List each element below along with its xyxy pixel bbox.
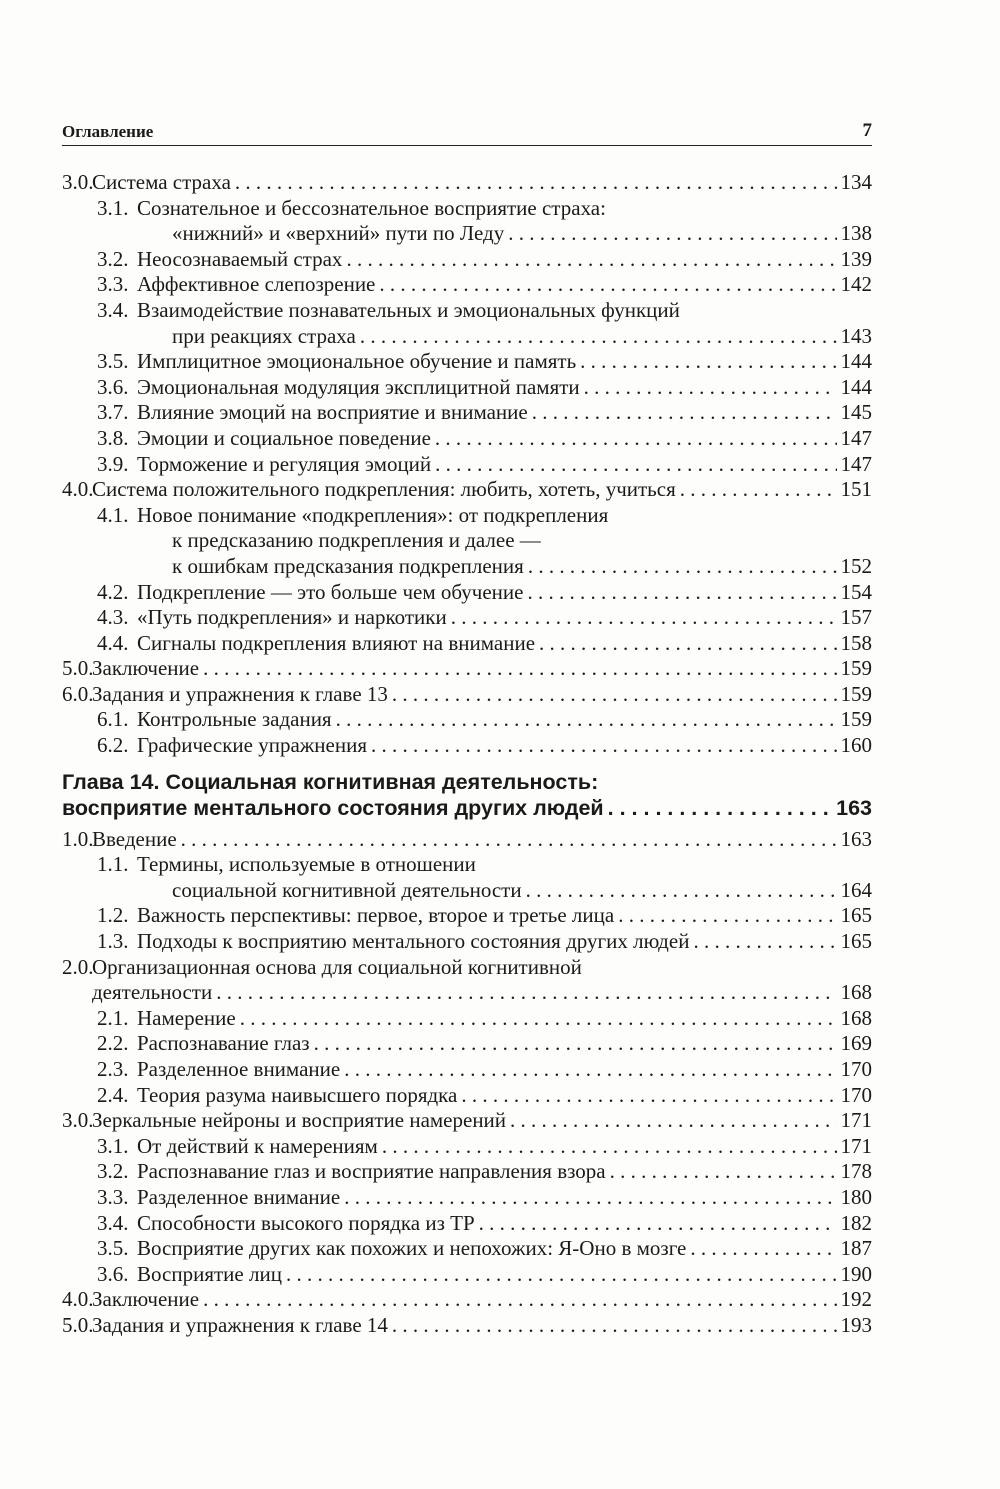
toc-entry-title: Заключение	[92, 1287, 200, 1312]
toc-entry-number: 3.3.	[97, 272, 129, 297]
toc-entry-page: 165	[840, 929, 872, 954]
chapter-title-line: Глава 14. Социальная когнитивная деятельность:	[62, 769, 599, 794]
dot-leader	[382, 1134, 837, 1160]
toc-entry-page: 151	[840, 477, 872, 502]
toc-entry-title: Зеркальные нейроны и восприятие намерений	[92, 1108, 507, 1133]
toc-entry[interactable]	[62, 503, 872, 580]
dot-leader	[392, 1313, 837, 1339]
toc-entry[interactable]	[62, 1159, 872, 1185]
toc-entry[interactable]	[62, 298, 872, 349]
toc-entry-title: Организационная основа для социальной когнитивной	[92, 954, 582, 979]
toc-entry-page: 171	[840, 1133, 872, 1158]
toc-entry-page: 187	[840, 1236, 872, 1261]
toc-entry-title: Задания и упражнения к главе 13	[92, 681, 388, 706]
chapter-heading-line-2	[62, 795, 872, 821]
toc-entry-line	[62, 1287, 872, 1313]
toc-entry-number: 4.0.	[62, 477, 94, 502]
toc-entry-title: Неосознаваемый страх	[137, 246, 343, 271]
toc-entry-number: 5.0.	[62, 656, 94, 681]
toc-entry-line	[62, 827, 872, 853]
toc-entry-number: 3.0.	[62, 1108, 94, 1133]
dot-leader	[584, 375, 837, 401]
toc-entry-line	[172, 878, 872, 904]
toc-entry-line	[172, 554, 872, 580]
toc-entry-line	[97, 1236, 872, 1262]
toc-entry-title: Намерение	[137, 1005, 236, 1030]
toc-entry-title: к ошибкам предсказания подкрепления	[172, 553, 524, 578]
toc-entry[interactable]	[62, 1083, 872, 1109]
chapter-page-number: 163	[836, 795, 872, 820]
toc-entry-line	[97, 452, 872, 478]
toc-entry-page: 160	[840, 733, 872, 758]
dot-leader	[371, 733, 837, 759]
toc-entry[interactable]	[62, 400, 872, 426]
toc-entry-title: Термины, используемые в отношении	[137, 852, 476, 877]
toc-entry[interactable]	[62, 1134, 872, 1160]
toc-section-chapter-13	[62, 170, 872, 759]
toc-entry-title: Теория разума наивысшего порядка	[137, 1082, 458, 1107]
toc-entry-title: к предсказанию подкрепления и далее —	[172, 528, 541, 553]
dot-leader	[580, 349, 836, 375]
toc-entry[interactable]	[62, 170, 872, 196]
toc-entry-number: 4.0.	[62, 1287, 94, 1312]
dot-leader	[360, 324, 837, 350]
dot-leader	[379, 272, 836, 298]
toc-entry-line	[97, 1262, 872, 1288]
toc-entry-number: 3.5.	[97, 349, 129, 374]
toc-entry-page: 143	[840, 323, 872, 348]
dot-leader	[235, 170, 837, 196]
toc-entry[interactable]	[62, 955, 872, 1006]
toc-entry-title: Контрольные задания	[137, 707, 332, 732]
toc-entry-line	[97, 400, 872, 426]
toc-entry-title: «Путь подкрепления» и наркотики	[137, 605, 447, 630]
toc-entry[interactable]	[62, 349, 872, 375]
toc-entry-page: 170	[840, 1057, 872, 1081]
toc-entry-title: Подходы к восприятию ментального состояния других людей	[137, 929, 690, 954]
toc-entry-page: 147	[840, 425, 872, 450]
toc-entry-number: 4.3.	[97, 605, 129, 630]
toc-entry-number: 3.1.	[97, 195, 129, 220]
dot-leader	[680, 477, 837, 503]
toc-entry-line	[97, 1057, 872, 1083]
toc-entry-page: 142	[840, 272, 872, 297]
toc-entry-line	[97, 1006, 872, 1032]
toc-entry-page: 193	[840, 1312, 872, 1337]
toc-entry-page: 157	[840, 605, 872, 630]
dot-leader	[435, 452, 836, 478]
toc-entry-number: 1.0.	[62, 826, 94, 851]
toc-entry-number: 3.4.	[97, 297, 129, 322]
toc-entry[interactable]	[62, 1006, 872, 1032]
toc-entry-number: 6.2.	[97, 733, 129, 758]
page-number: 7	[862, 120, 872, 141]
toc-entry-page: 152	[840, 553, 872, 578]
dot-leader	[608, 795, 832, 821]
toc-entry[interactable]	[62, 903, 872, 929]
toc-entry-number: 4.1.	[97, 502, 129, 527]
toc-entry-title: Сознательное и бессознательное восприятие страха:	[137, 195, 606, 220]
dot-leader	[314, 1031, 837, 1057]
toc-entry-title: Важность перспективы: первое, второе и третье лица	[137, 903, 615, 928]
toc-entry-number: 2.0.	[62, 954, 94, 979]
toc-entry-line	[62, 682, 872, 708]
toc-entry-title: Сигналы подкрепления влияют на внимание	[137, 630, 536, 655]
toc-entry-line	[62, 955, 872, 981]
toc-entry-number: 2.3.	[97, 1057, 129, 1081]
toc-entry-page: 138	[840, 221, 872, 246]
toc-entry-number: 3.9.	[97, 451, 129, 476]
dot-leader	[527, 580, 836, 606]
dot-leader	[216, 980, 836, 1006]
dot-leader	[508, 221, 836, 247]
toc-entry-number: 3.3.	[97, 1184, 129, 1209]
toc-entry-line	[172, 221, 872, 247]
toc-entry-line	[97, 503, 872, 529]
toc-entry-number: 1.2.	[97, 903, 129, 928]
toc-entry-title: Распознавание глаз	[137, 1031, 310, 1056]
toc-entry-line	[97, 349, 872, 375]
toc-entry-line	[97, 631, 872, 657]
dot-leader	[435, 426, 837, 452]
toc-entry-title: Имплицитное эмоциональное обучение и память	[137, 349, 577, 374]
toc-entry-title: деятельности	[92, 980, 213, 1005]
toc-entry[interactable]	[62, 272, 872, 298]
toc-entry[interactable]	[62, 631, 872, 657]
dot-leader	[510, 1108, 836, 1134]
chapter-heading[interactable]	[62, 769, 872, 821]
toc-entry-number: 3.2.	[97, 246, 129, 271]
toc-entry-line	[97, 1083, 872, 1109]
toc-entry-page: 147	[840, 451, 872, 476]
toc-entry-title: Новое понимание «подкрепления»: от подкрепления	[137, 502, 609, 527]
toc-entry-line	[62, 656, 872, 682]
toc-entry-line	[97, 1134, 872, 1160]
toc-entry-title: От действий к намерениям	[137, 1133, 378, 1158]
toc-entry-page: 159	[840, 681, 872, 706]
toc-entry-page: 144	[840, 374, 872, 399]
toc-entry[interactable]	[62, 1185, 872, 1211]
dot-leader	[203, 656, 836, 682]
toc-entry[interactable]	[62, 247, 872, 273]
dot-leader	[693, 929, 836, 955]
toc-entry-number: 3.6.	[97, 1261, 129, 1286]
toc-entry-page: 170	[840, 1082, 872, 1107]
toc-entry-line	[97, 580, 872, 606]
toc-entry-title: социальной когнитивной деятельности	[172, 877, 522, 902]
running-head-title: Оглавление	[62, 122, 154, 141]
toc-entry-title: Графические упражнения	[137, 733, 367, 758]
toc-entry-page: 192	[840, 1287, 872, 1312]
toc-entry[interactable]	[62, 1108, 872, 1134]
dot-leader	[461, 1083, 836, 1109]
toc-entry[interactable]	[62, 1211, 872, 1237]
dot-leader	[451, 605, 837, 631]
toc-entry-page: 134	[840, 170, 872, 194]
chapter-title-line: восприятие ментального состояния других людей	[62, 795, 604, 820]
toc-section-chapter-14	[62, 827, 872, 1339]
dot-leader	[618, 903, 836, 929]
toc-entry-title: Аффективное слепозрение	[137, 272, 376, 297]
toc-entry-title: Задания и упражнения к главе 14	[92, 1312, 388, 1337]
toc-entry-number: 4.4.	[97, 630, 129, 655]
toc-entry-number: 5.0.	[62, 1312, 94, 1337]
toc-entry-line	[97, 426, 872, 452]
toc-entry-line	[97, 903, 872, 929]
toc-entry-line	[97, 852, 872, 878]
toc-entry-number: 3.4.	[97, 1210, 129, 1235]
toc-entry-line	[97, 272, 872, 298]
toc-entry-line	[97, 733, 872, 759]
dot-leader	[690, 1236, 836, 1262]
toc-entry-number: 6.0.	[62, 681, 94, 706]
toc-entry-page: 154	[840, 579, 872, 604]
toc-entry[interactable]	[62, 477, 872, 503]
toc-entry[interactable]	[62, 682, 872, 708]
toc-entry-page: 168	[840, 980, 872, 1005]
toc-entry-page: 163	[840, 826, 872, 851]
dot-leader	[532, 400, 837, 426]
toc-entry-page: 178	[840, 1159, 872, 1184]
toc-entry-line	[97, 605, 872, 631]
toc-entry[interactable]	[62, 1057, 872, 1083]
toc-entry[interactable]	[62, 1287, 872, 1313]
toc-entry-title: «нижний» и «верхний» пути по Леду	[172, 221, 505, 246]
toc-entry-line	[97, 1211, 872, 1237]
toc-entry-title: Разделенное внимание	[137, 1057, 341, 1081]
toc-entry-number: 4.2.	[97, 579, 129, 604]
toc-entry-title: Эмоции и социальное поведение	[137, 425, 431, 450]
toc-entry-number: 3.8.	[97, 425, 129, 450]
toc-entry-number: 3.0.	[62, 170, 94, 194]
toc-entry-title: Торможение и регуляция эмоций	[137, 451, 432, 476]
dot-leader	[392, 682, 837, 708]
toc-entry[interactable]	[62, 929, 872, 955]
toc-entry-number: 3.1.	[97, 1133, 129, 1158]
toc-entry-title: Восприятие лиц	[137, 1261, 282, 1286]
chapter-heading-line-1	[62, 769, 872, 795]
toc-entry-line	[97, 929, 872, 955]
toc-entry-number: 1.1.	[97, 852, 129, 877]
toc-entry[interactable]	[62, 1313, 872, 1339]
toc-entry-number: 2.4.	[97, 1082, 129, 1107]
toc-entry-line	[172, 528, 872, 554]
toc-entry-title: при реакциях страха	[172, 323, 356, 348]
toc-entry-page: 159	[840, 707, 872, 732]
toc-entry-line	[62, 477, 872, 503]
toc-entry[interactable]	[62, 605, 872, 631]
toc-entry-page: 169	[840, 1031, 872, 1056]
toc-entry-line	[97, 707, 872, 733]
dot-leader	[539, 631, 836, 657]
toc-entry-line	[97, 1185, 872, 1211]
toc-entry[interactable]	[62, 580, 872, 606]
dot-leader	[240, 1006, 837, 1032]
toc-entry-line	[97, 375, 872, 401]
toc-entry-page: 180	[840, 1184, 872, 1209]
toc-entry-title: Введение	[92, 826, 177, 851]
toc-entry[interactable]	[62, 426, 872, 452]
page	[62, 120, 872, 1339]
toc-entry[interactable]	[62, 707, 872, 733]
toc-entry-page: 182	[840, 1210, 872, 1235]
dot-leader	[528, 554, 837, 580]
toc-entry-line	[97, 298, 872, 324]
toc-entry[interactable]	[62, 375, 872, 401]
dot-leader	[286, 1262, 837, 1288]
toc-entry-title: Система страха	[92, 170, 231, 194]
toc-entry-page: 190	[840, 1261, 872, 1286]
toc-entry-page: 168	[840, 1005, 872, 1030]
toc-entry-number: 3.7.	[97, 400, 129, 425]
toc-entry-number: 6.1.	[97, 707, 129, 732]
toc-entry-page: 159	[840, 656, 872, 681]
dot-leader	[610, 1159, 837, 1185]
toc-entry-page: 171	[840, 1108, 872, 1133]
toc-entry[interactable]	[62, 452, 872, 478]
toc-entry-number: 2.2.	[97, 1031, 129, 1056]
toc-entry-line	[97, 196, 872, 222]
toc-entry-number: 2.1.	[97, 1005, 129, 1030]
toc-entry-title: Влияние эмоций на восприятие и внимание	[137, 400, 528, 425]
dot-leader	[346, 247, 836, 273]
toc-entry-line	[172, 324, 872, 350]
toc-entry-page: 158	[840, 630, 872, 655]
toc-entry-page: 145	[840, 400, 872, 425]
dot-leader	[203, 1287, 836, 1313]
toc-entry-page: 139	[840, 246, 872, 271]
dot-leader	[344, 1185, 836, 1211]
toc-entry-title: Взаимодействие познавательных и эмоциональных функций	[137, 297, 680, 322]
toc-entry[interactable]	[62, 1262, 872, 1288]
toc-entry-line	[92, 980, 872, 1006]
toc-entry-line	[62, 1313, 872, 1339]
toc-entry[interactable]	[62, 656, 872, 682]
toc-entry-title: Распознавание глаз и восприятие направления взора	[137, 1159, 606, 1184]
toc-entry-line	[97, 1031, 872, 1057]
toc-entry[interactable]	[62, 733, 872, 759]
dot-leader	[344, 1057, 836, 1083]
toc-entry-page: 165	[840, 903, 872, 928]
dot-leader	[336, 707, 837, 733]
toc-entry[interactable]	[62, 196, 872, 247]
toc-entry-number: 3.2.	[97, 1159, 129, 1184]
toc-entry-page: 164	[840, 877, 872, 902]
toc-entry-line	[97, 1159, 872, 1185]
toc-entry-number: 1.3.	[97, 929, 129, 954]
toc-entry-line	[62, 170, 872, 196]
toc-entry-title: Подкрепление — это больше чем обучение	[137, 579, 524, 604]
toc-entry[interactable]	[62, 1031, 872, 1057]
toc-entry-title: Разделенное внимание	[137, 1184, 341, 1209]
toc-entry-page: 144	[840, 349, 872, 374]
toc-entry[interactable]	[62, 827, 872, 853]
toc-entry-title: Эмоциональная модуляция эксплицитной памяти	[137, 374, 580, 399]
toc-entry[interactable]	[62, 852, 872, 903]
toc-entry-line	[97, 247, 872, 273]
dot-leader	[526, 878, 837, 904]
toc-entry-title: Способности высокого порядка из ТР	[137, 1210, 475, 1235]
dot-leader	[181, 827, 837, 853]
table-of-contents	[62, 170, 872, 1339]
toc-entry-title: Система положительного подкрепления: любить, хотеть, учиться	[92, 477, 676, 502]
toc-entry-title: Заключение	[92, 656, 200, 681]
toc-entry-title: Восприятие других как похожих и непохожих: Я-Оно в мозге	[137, 1236, 687, 1261]
dot-leader	[479, 1211, 837, 1237]
toc-entry[interactable]	[62, 1236, 872, 1262]
toc-entry-number: 3.5.	[97, 1236, 129, 1261]
running-head	[62, 120, 872, 146]
toc-entry-number: 3.6.	[97, 374, 129, 399]
toc-entry-line	[62, 1108, 872, 1134]
